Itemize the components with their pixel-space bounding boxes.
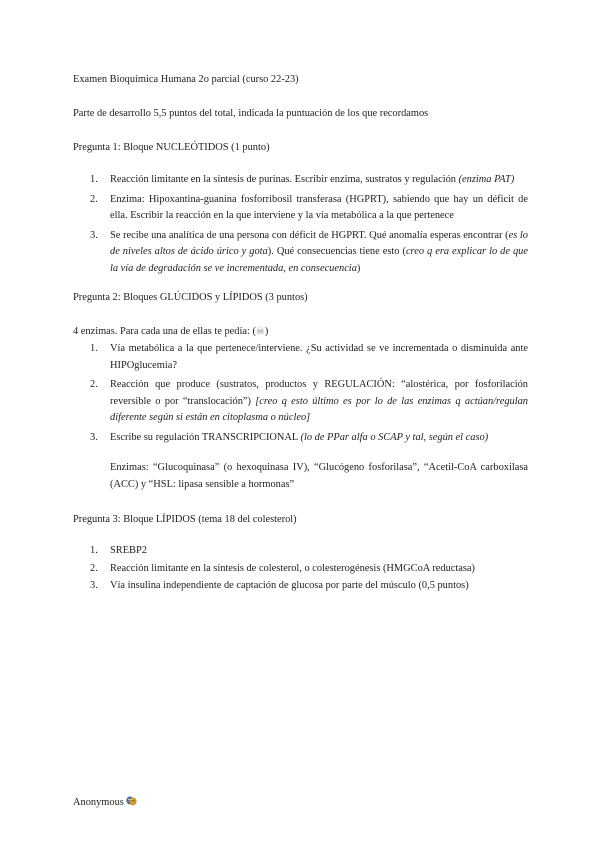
question-2-list: [73, 341, 528, 449]
list-item: 3. Escribe su regulación TRANSCRIPCIONAL (lo de PPar alfa o SCAP y tal, según el caso): [90, 431, 489, 443]
document-subtitle: Parte de desarrollo 5,5 puntos del total, indicada la puntuación de los que recordamos: [73, 108, 429, 119]
footer-author: Anonymous: [73, 795, 137, 813]
list-item: 2. Enzima: Hipoxantina-guanina fosforribosil transferasa (HGPRT), sabiendo que hay un déficit de ella. Escribir la reacción en la que interviene y la vía metabólica a la que pertenece: [90, 193, 528, 221]
theater-mask-icon: [126, 796, 137, 813]
enzymes-paragraph: Enzimas: “Glucoquinasa” (o hexoquinasa IV), “Glucógeno fosforilasa”, “Acetil-CoA carboxilasa (ACC) y “HSL: lipasa sensible a hormonas”: [110, 462, 528, 490]
question-2-heading: Pregunta 2: Bloques GLÚCIDOS y LÍPIDOS (3 puntos): [73, 292, 308, 303]
list-item: 1. Vía metabólica a la que pertenece/interviene. ¿Su actividad se ve incrementada o disminuida ante HIPOglucemia?: [90, 343, 528, 371]
list-item: 2. Reacción que produce (sustratos, productos y REGULACIÓN: “alostérica, por fosforilación reversible o por “translocación”) [creo q esto último es por lo de las enzimas q actúan/regulan diferente según si están en citoplasma o núcleo]: [90, 379, 528, 423]
list-item: 2. Reacción limitante en la síntesis de colesterol, o colesterogénesis (HMGCoA reductasa): [90, 562, 476, 574]
list-item: 3. Vía insulina independiente de captación de glucosa por parte del músculo (0,5 puntos): [90, 580, 469, 591]
question-1-heading: Pregunta 1: Bloque NUCLEÓTIDOS (1 punto): [73, 142, 270, 153]
question-1-list: [73, 172, 528, 280]
question-3-heading: Pregunta 3: Bloque LÍPIDOS (tema 18 del colesterol): [73, 514, 297, 525]
document-title: Examen Bioquímica Humana 2o parcial (curso 22-23): [73, 74, 299, 85]
question-3-list: [73, 543, 528, 596]
question-2-intro: 4 enzimas. Para cada una de ellas te pedía: (☠): [73, 324, 268, 341]
list-item: 1. Reacción limitante en la síntesis de purinas. Escribir enzima, sustratos y regulación (enzima PAT): [90, 174, 515, 185]
list-item: 1. SREBP2: [90, 545, 147, 556]
skull-icon: ☠: [255, 326, 265, 337]
list-item: 3. Se recibe una analítica de una persona con déficit de HGPRT. Qué anomalía esperas encontrar (es lo de niveles altos de ácido úrico y gota). Qué consecuencias tiene esto (creo q era explicar lo de que la vía de degradación se ve incrementada, en consecuencia): [90, 229, 528, 274]
